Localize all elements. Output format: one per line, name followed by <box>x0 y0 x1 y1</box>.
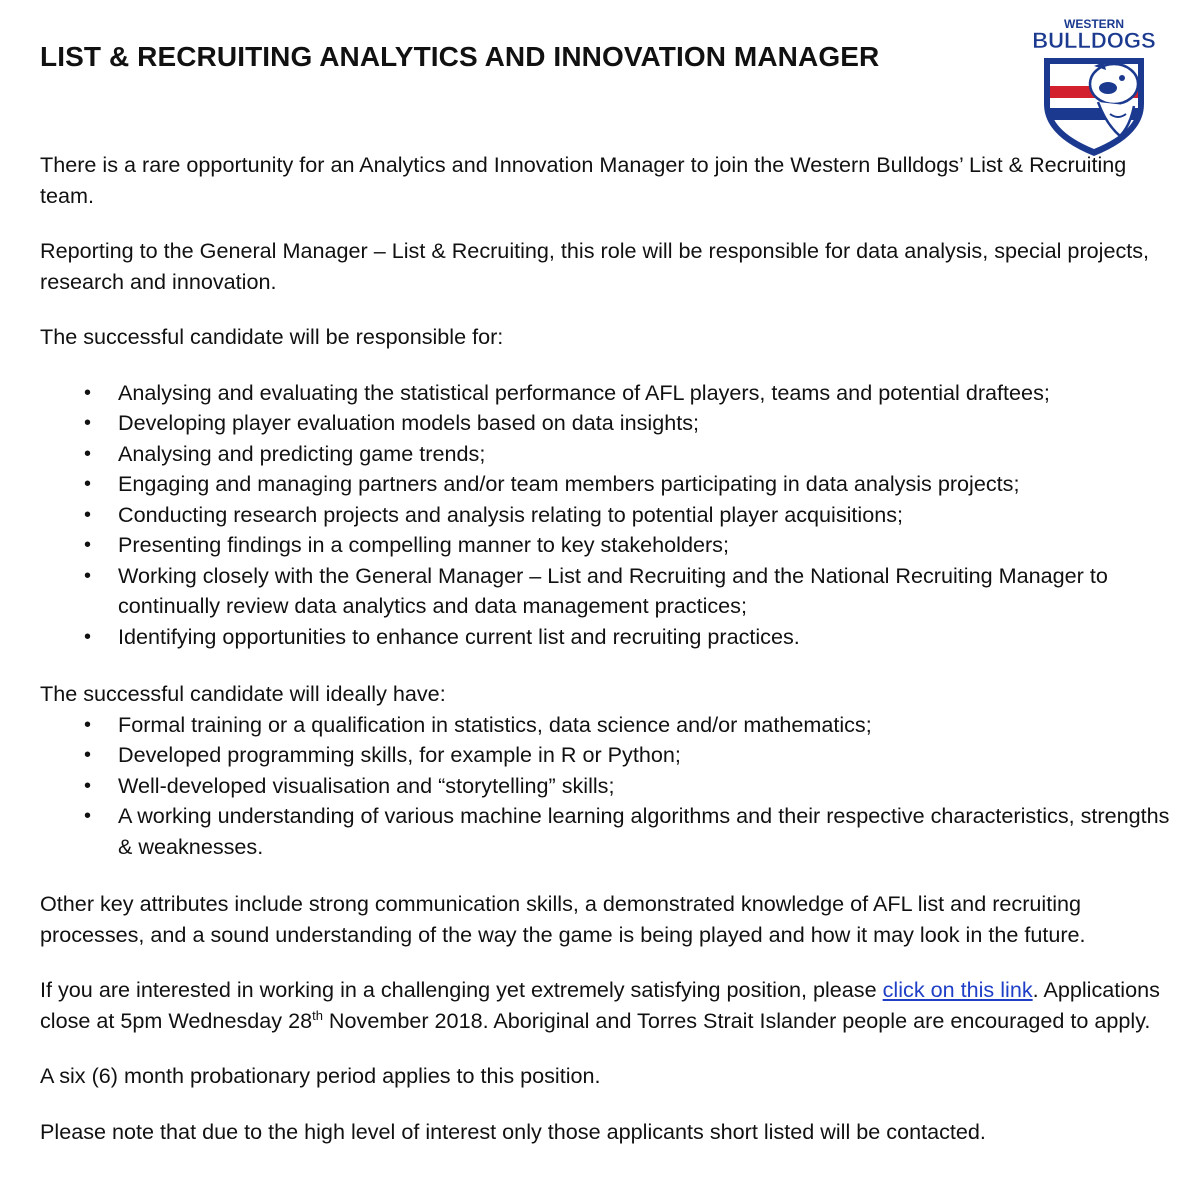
bullet-icon: • <box>84 625 92 648</box>
list-item-text: A working understanding of various machine learning algorithms and their respective characteristics, strengths & weaknesses. <box>118 803 1170 859</box>
probation-paragraph: A six (6) month probationary period applies to this position. <box>40 1063 601 1088</box>
bullet-icon: • <box>84 534 92 556</box>
list-item <box>40 561 1180 622</box>
list-item <box>40 530 1180 561</box>
ideal-heading: The successful candidate will ideally have: <box>40 681 446 706</box>
contact-note: Please note that due to the high level of interest only those applicants short listed will be contacted. <box>40 1118 986 1144</box>
attributes-paragraph: Other key attributes include strong communication skills, a demonstrated knowledge of AFL list and recruiting processes, and a sound understanding of the way the game is being played and how it may look in the future. <box>40 891 1086 947</box>
bullet-icon: • <box>84 503 92 526</box>
bullet-icon: • <box>84 412 92 434</box>
apply-text: If you are interested in working in a challenging yet extremely satisfying position, please <box>40 977 883 1002</box>
list-item-text: Analysing and evaluating the statistical performance of AFL players, teams and potential draftees; <box>118 379 1050 405</box>
date-suffix: th <box>312 1007 323 1023</box>
page-title: LIST & RECRUITING ANALYTICS AND INNOVATION MANAGER <box>40 41 880 72</box>
responsibilities-list <box>40 378 1180 653</box>
bullet-icon: • <box>84 713 92 736</box>
bullet-icon: • <box>84 774 92 797</box>
logo-main-text: BULLDOGS <box>1032 28 1156 53</box>
ideal-list <box>40 710 1180 863</box>
reporting-paragraph: Reporting to the General Manager – List & Recruiting, this role will be responsible for data analysis, special projects, research and innovation. <box>40 238 1150 294</box>
closing-date-text-end: November 2018. Aboriginal and Torres Strait Islander people are encouraged to apply. <box>322 1007 1151 1033</box>
apply-paragraph <box>40 975 1180 1036</box>
list-item <box>40 740 1180 771</box>
apply-punctuation: . <box>1032 977 1039 1002</box>
bullet-icon: • <box>84 744 92 766</box>
list-item-text: Engaging and managing partners and/or team members participating in data analysis projects; <box>118 471 1020 496</box>
list-item-text: Developed programming skills, for example in R or Python; <box>118 742 681 767</box>
bullet-icon: • <box>84 805 92 827</box>
list-item-text: Conducting research projects and analysis relating to potential player acquisitions; <box>118 501 904 527</box>
list-item <box>40 710 1180 741</box>
list-item <box>40 439 1180 470</box>
bullet-icon: • <box>84 473 92 495</box>
list-item-text: Developing player evaluation models based on data insights; <box>118 410 700 435</box>
bullet-icon: • <box>84 381 92 404</box>
closing-date-text: Applications close at 5pm Wednesday 28 <box>40 977 1160 1033</box>
list-item-text: Analysing and predicting game trends; <box>118 440 486 466</box>
intro-text: There is a rare opportunity for an Analytics and Innovation Manager to join the Western Bulldogs’ List & Recruiting team. <box>40 152 1127 208</box>
bullet-icon: • <box>84 564 92 587</box>
list-item-text: Well-developed visualisation and “storytelling” skills; <box>118 772 615 798</box>
western-bulldogs-logo <box>1026 14 1162 160</box>
list-item <box>40 801 1180 862</box>
intro-paragraph <box>40 150 1180 211</box>
list-item-text: Presenting findings in a compelling manner to key stakeholders; <box>118 532 729 557</box>
logo-top-text: WESTERN <box>1064 17 1124 31</box>
list-item <box>40 408 1180 439</box>
list-item <box>40 771 1180 802</box>
responsibilities-heading: The successful candidate will be responsible for: <box>40 324 504 349</box>
list-item <box>40 500 1180 531</box>
bullet-icon: • <box>84 442 92 465</box>
list-item-text: Formal training or a qualification in statistics, data science and/or mathematics; <box>118 711 872 737</box>
list-item <box>40 622 1180 653</box>
list-item <box>40 469 1180 500</box>
list-item <box>40 378 1180 409</box>
list-item-text: Identifying opportunities to enhance current list and recruiting practices. <box>118 623 800 649</box>
application-link[interactable]: click on this link <box>882 977 1033 1002</box>
list-item-text: Working closely with the General Manager – List and Recruiting and the National Recruiting Manager to continually review data analytics and data management practices; <box>118 562 1108 618</box>
job-description <box>40 150 1180 1147</box>
